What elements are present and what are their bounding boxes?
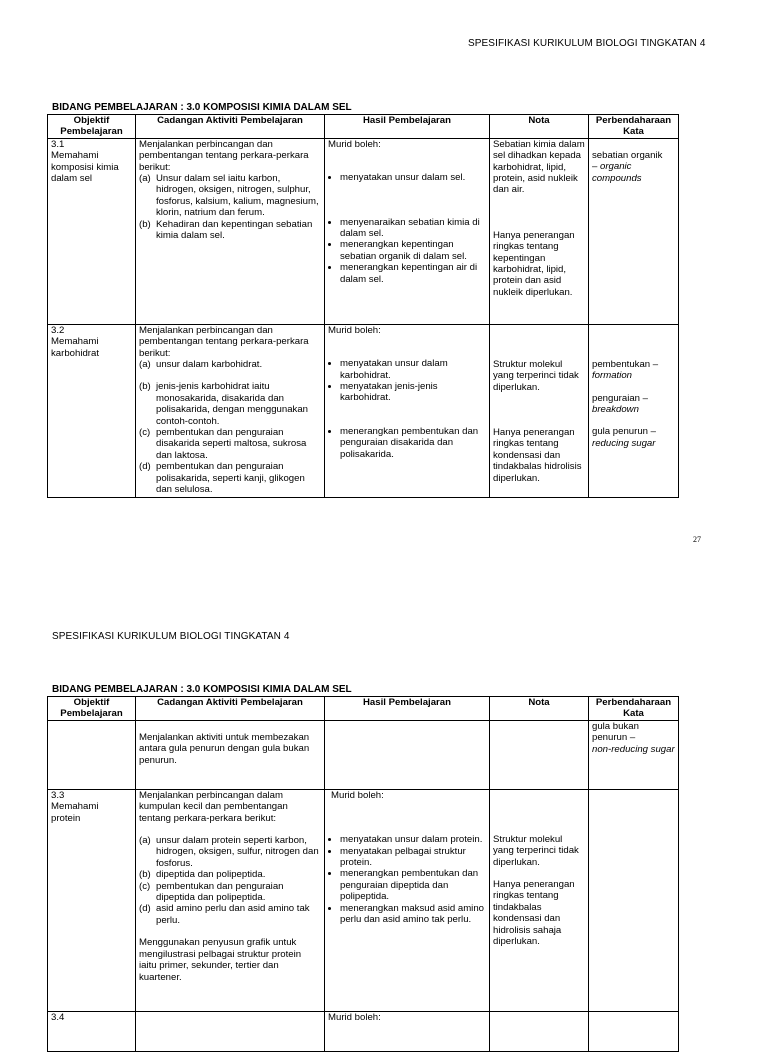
outcome-cell: Murid boleh: <box>325 1011 490 1051</box>
objective-cell: 3.3 Memahami protein <box>48 789 136 1011</box>
page-number: 27 <box>693 535 701 544</box>
section-title: BIDANG PEMBELAJARAN : 3.0 KOMPOSISI KIMIA DALAM SEL <box>52 102 352 113</box>
list-item: • menyatakan unsur dalam protein. <box>340 834 486 845</box>
header-kata: Perbendaharaan Kata <box>589 115 679 139</box>
list-item: • menerangkan maksud asid amino perlu dan asid amino tak perlu. <box>340 903 486 926</box>
activity-cell: Menjalankan perbincangan dalam kumpulan kecil dan pembentangan tentang perkara-perkara berikut: (a) unsur dalam protein seperti karbon, hidrogen, oksigen, sulfur, nitrogen dan fosforus. (b) dipeptida dan polipeptida. (c) pembentukan dan penguraian dipeptida dan polipeptida. (d) asid amino perlu dan asid amino tak perlu. Menggunakan penyusun grafik untuk mengilustrasi pelbagai struktur protein iaitu primer, sekunder, tertier dan kuartener. <box>136 789 325 1011</box>
outcome-cell: Murid boleh: • menyatakan unsur dalam protein. • menyatakan pelbagai struktur protein. • menerangkan pembentukan dan penguraian dipeptida dan polipeptida. • menerangkan maksud asid amino perlu dan asid amino tak perlu. <box>325 789 490 1011</box>
objective-cell <box>48 720 136 789</box>
outcome-cell: Murid boleh: • menyatakan unsur dalam karbohidrat. • menyatakan jenis-jenis karbohidrat. • menerangkan pembentukan dan penguraian disakarida dan polisakarida. <box>325 324 490 497</box>
list-item: • menerangkan pembentukan dan penguraian disakarida dan polisakarida. <box>340 426 486 460</box>
list-item: • menyenaraikan sebatian kimia di dalam sel. <box>340 217 486 240</box>
table-row <box>48 789 679 1011</box>
header-objektif: Objektif Pembelajaran <box>48 115 136 139</box>
list-item: • menerangkan kepentingan sebatian organik di dalam sel. <box>340 239 486 262</box>
header-hasil: Hasil Pembelajaran <box>325 115 490 139</box>
objective-cell: 3.2 Memahami karbohidrat <box>48 324 136 497</box>
curriculum-table <box>47 696 679 1052</box>
table-row <box>48 1011 679 1051</box>
section-title: BIDANG PEMBELAJARAN : 3.0 KOMPOSISI KIMIA DALAM SEL <box>52 684 352 695</box>
outcome-cell: Murid boleh: • menyatakan unsur dalam sel. • menyenaraikan sebatian kimia di dalam sel. • menerangkan kepentingan sebatian organik di dalam sel. • menerangkan kepentingan air di dalam sel. <box>325 138 490 324</box>
vocab-cell <box>589 789 679 1011</box>
note-cell <box>490 1011 589 1051</box>
header-nota: Nota <box>490 115 589 139</box>
list-item: • menyatakan unsur dalam karbohidrat. <box>340 358 486 381</box>
vocab-cell <box>589 1011 679 1051</box>
header-kata: Perbendaharaan Kata <box>589 697 679 721</box>
table-row <box>48 138 679 324</box>
curriculum-table <box>47 114 679 498</box>
list-item: • menerangkan kepentingan air di dalam sel. <box>340 262 486 285</box>
header-hasil: Hasil Pembelajaran <box>325 697 490 721</box>
table-row <box>48 720 679 789</box>
objective-cell: 3.1 Memahami komposisi kimia dalam sel <box>48 138 136 324</box>
list-item: • menyatakan jenis-jenis karbohidrat. <box>340 381 486 404</box>
header-aktiviti: Cadangan Aktiviti Pembelajaran <box>136 115 325 139</box>
header-aktiviti: Cadangan Aktiviti Pembelajaran <box>136 697 325 721</box>
vocab-cell: pembentukan – formation penguraian – breakdown gula penurun – reducing sugar <box>589 324 679 497</box>
note-cell <box>490 720 589 789</box>
vocab-cell: sebatian organik – organic compounds <box>589 138 679 324</box>
vocab-cell: gula bukan penurun – non-reducing sugar <box>589 720 679 789</box>
activity-cell <box>136 1011 325 1051</box>
list-item: • menyatakan unsur dalam sel. <box>340 172 486 183</box>
outcome-cell <box>325 720 490 789</box>
header-nota: Nota <box>490 697 589 721</box>
list-item: • menerangkan pembentukan dan penguraian dipeptida dan polipeptida. <box>340 868 486 902</box>
note-cell: Struktur molekul yang terperinci tidak diperlukan. Hanya penerangan ringkas tentang tindakbalas kondensasi dan hidrolisis sahaja diperlukan. <box>490 789 589 1011</box>
activity-cell: Menjalankan perbincangan dan pembentangan tentang perkara-perkara berikut: (a) Unsur dalam sel iaitu karbon, hidrogen, oksigen, nitrogen, sulphur, fosforus, kalsium, kalium, magnesium, klorin, natrium dan ferum. (b) Kehadiran dan kepentingan sebatian kimia dalam sel. <box>136 138 325 324</box>
note-cell: Struktur molekul yang terperinci tidak diperlukan. Hanya penerangan ringkas tentang kondensasi dan tindakbalas hidrolisis diperlukan. <box>490 324 589 497</box>
activity-cell: Menjalankan aktiviti untuk membezakan antara gula penurun dengan gula bukan penurun. <box>136 720 325 789</box>
objective-cell: 3.4 <box>48 1011 136 1051</box>
header-objektif: Objektif Pembelajaran <box>48 697 136 721</box>
page-header: SPESIFIKASI KURIKULUM BIOLOGI TINGKATAN 4 <box>52 631 290 642</box>
activity-cell: Menjalankan perbincangan dan pembentangan tentang perkara-perkara berikut: (a) unsur dalam karbohidrat. (b) jenis-jenis karbohidrat iaitu monosakarida, disakarida dan polisakarida, dengan menggunakan contoh-contoh. (c) pembentukan dan penguraian disakarida seperti maltosa, sukrosa dan laktosa. (d) pembentukan dan penguraian polisakarida, seperti kanji, glikogen dan selulosa. <box>136 324 325 497</box>
page-header: SPESIFIKASI KURIKULUM BIOLOGI TINGKATAN 4 <box>468 38 706 49</box>
list-item: • menyatakan pelbagai struktur protein. <box>340 846 486 869</box>
note-cell: Sebatian kimia dalam sel dihadkan kepada karbohidrat, lipid, protein, asid nukleik dan air. Hanya penerangan ringkas tentang kepentingan karbohidrat, lipid, protein dan asid nukleik diperlukan. <box>490 138 589 324</box>
table-row <box>48 324 679 497</box>
